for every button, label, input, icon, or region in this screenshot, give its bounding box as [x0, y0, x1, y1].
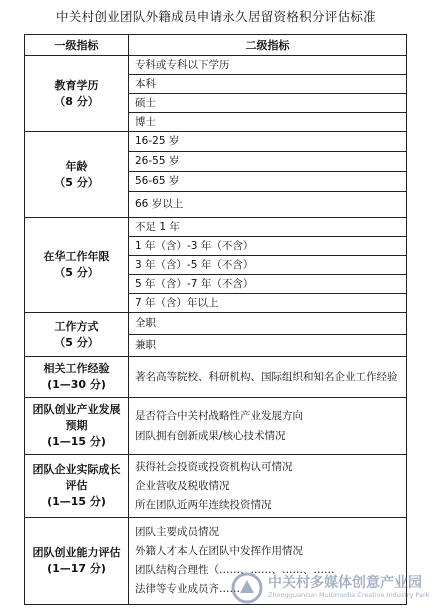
level2-cell [129, 518, 407, 605]
level2-cell [129, 398, 407, 455]
level2-item: 团队主要成员情况 [135, 526, 219, 538]
level2-cell: 全职 [129, 313, 407, 335]
level1-cell [25, 518, 129, 605]
level1-cell [25, 218, 129, 313]
table-row [25, 313, 407, 335]
table-row [25, 455, 407, 518]
level2-item: 企业营收及税收情况 [135, 479, 230, 492]
group-score: （8 分） [54, 94, 99, 108]
group-name: 团队创业能力评估 [32, 546, 121, 559]
table-row [25, 56, 407, 75]
table-row [25, 357, 407, 398]
level2-cell: 不足 1 年 [129, 218, 407, 237]
level2-cell: 16-25 岁 [129, 132, 407, 152]
level2-item: 获得社会投资或投资机构认可情况 [135, 460, 293, 473]
level2-item: 法律等专业成员齐…… [135, 583, 240, 595]
group-name: 教育学历 [54, 78, 99, 92]
table-header-row [25, 35, 407, 56]
group-score: （5 分） [54, 175, 99, 189]
level2-cell [129, 455, 407, 518]
group-score: (1—17 分) [47, 562, 106, 575]
group-score: （5 分） [54, 266, 99, 279]
level2-item: 团队拥有创新成果/核心技术情况 [135, 430, 286, 442]
level2-cell: 66 岁以上 [129, 192, 407, 218]
level1-cell [25, 398, 129, 455]
table-row [25, 518, 407, 605]
header-level1: 一级指标 [25, 35, 129, 56]
level2-item: 外籍人才本人在团队中发挥作用情况 [135, 545, 303, 557]
level2-cell: 博士 [129, 113, 407, 132]
level2-cell: 3 年（含）-5 年（不含） [129, 256, 407, 275]
level1-cell [25, 313, 129, 357]
level2-item: 所在团队近两年连续投资情况 [135, 498, 272, 511]
criteria-table [24, 34, 407, 605]
table-row [25, 218, 407, 237]
table-row [25, 132, 407, 152]
level2-item: 团队结构合理性（……、……、……、…… [135, 564, 335, 576]
level2-cell: 兼职 [129, 335, 407, 357]
group-name: 团队创业产业发展预期 [32, 403, 121, 432]
group-name: 工作方式 [54, 319, 99, 333]
group-score: （5 分） [54, 335, 99, 349]
group-score: (1—15 分) [47, 495, 106, 508]
level1-cell [25, 56, 129, 132]
group-name: 年龄 [65, 159, 88, 173]
group-score: (1—30 分) [47, 378, 106, 391]
group-name: 在华工作年限 [43, 250, 110, 263]
watermark-name: 中关村多媒体创意产业园 [268, 575, 422, 591]
group-name: 相关工作经验 [43, 362, 110, 375]
table-row [25, 398, 407, 455]
page-title: 中关村创业团队外籍成员申请永久居留资格积分评估标准 [55, 9, 376, 24]
level2-cell: 56-65 岁 [129, 172, 407, 192]
watermark-subtitle: Zhongguancun Multimedia Creative Industry Park [268, 591, 430, 599]
level2-cell: 7 年（含）年以上 [129, 294, 407, 313]
level2-cell: 5 年（含）-7 年（不含） [129, 275, 407, 294]
level2-cell: 著名高等院校、科研机构、国际组织和知名企业工作经验 [129, 357, 407, 398]
level2-cell: 专科或专科以下学历 [129, 56, 407, 75]
group-name: 团队企业实际成长评估 [32, 463, 121, 492]
group-score: (1—15 分) [47, 435, 106, 448]
level1-cell [25, 357, 129, 398]
level2-cell: 本科 [129, 75, 407, 94]
level1-cell [25, 132, 129, 218]
level2-item: 是否符合中关村战略性产业发展方向 [135, 410, 303, 422]
level1-cell [25, 455, 129, 518]
header-level2: 二级指标 [129, 35, 407, 56]
level2-cell: 26-55 岁 [129, 152, 407, 172]
level2-cell: 1 年（含）-3 年（不含） [129, 237, 407, 256]
level2-cell: 硕士 [129, 94, 407, 113]
